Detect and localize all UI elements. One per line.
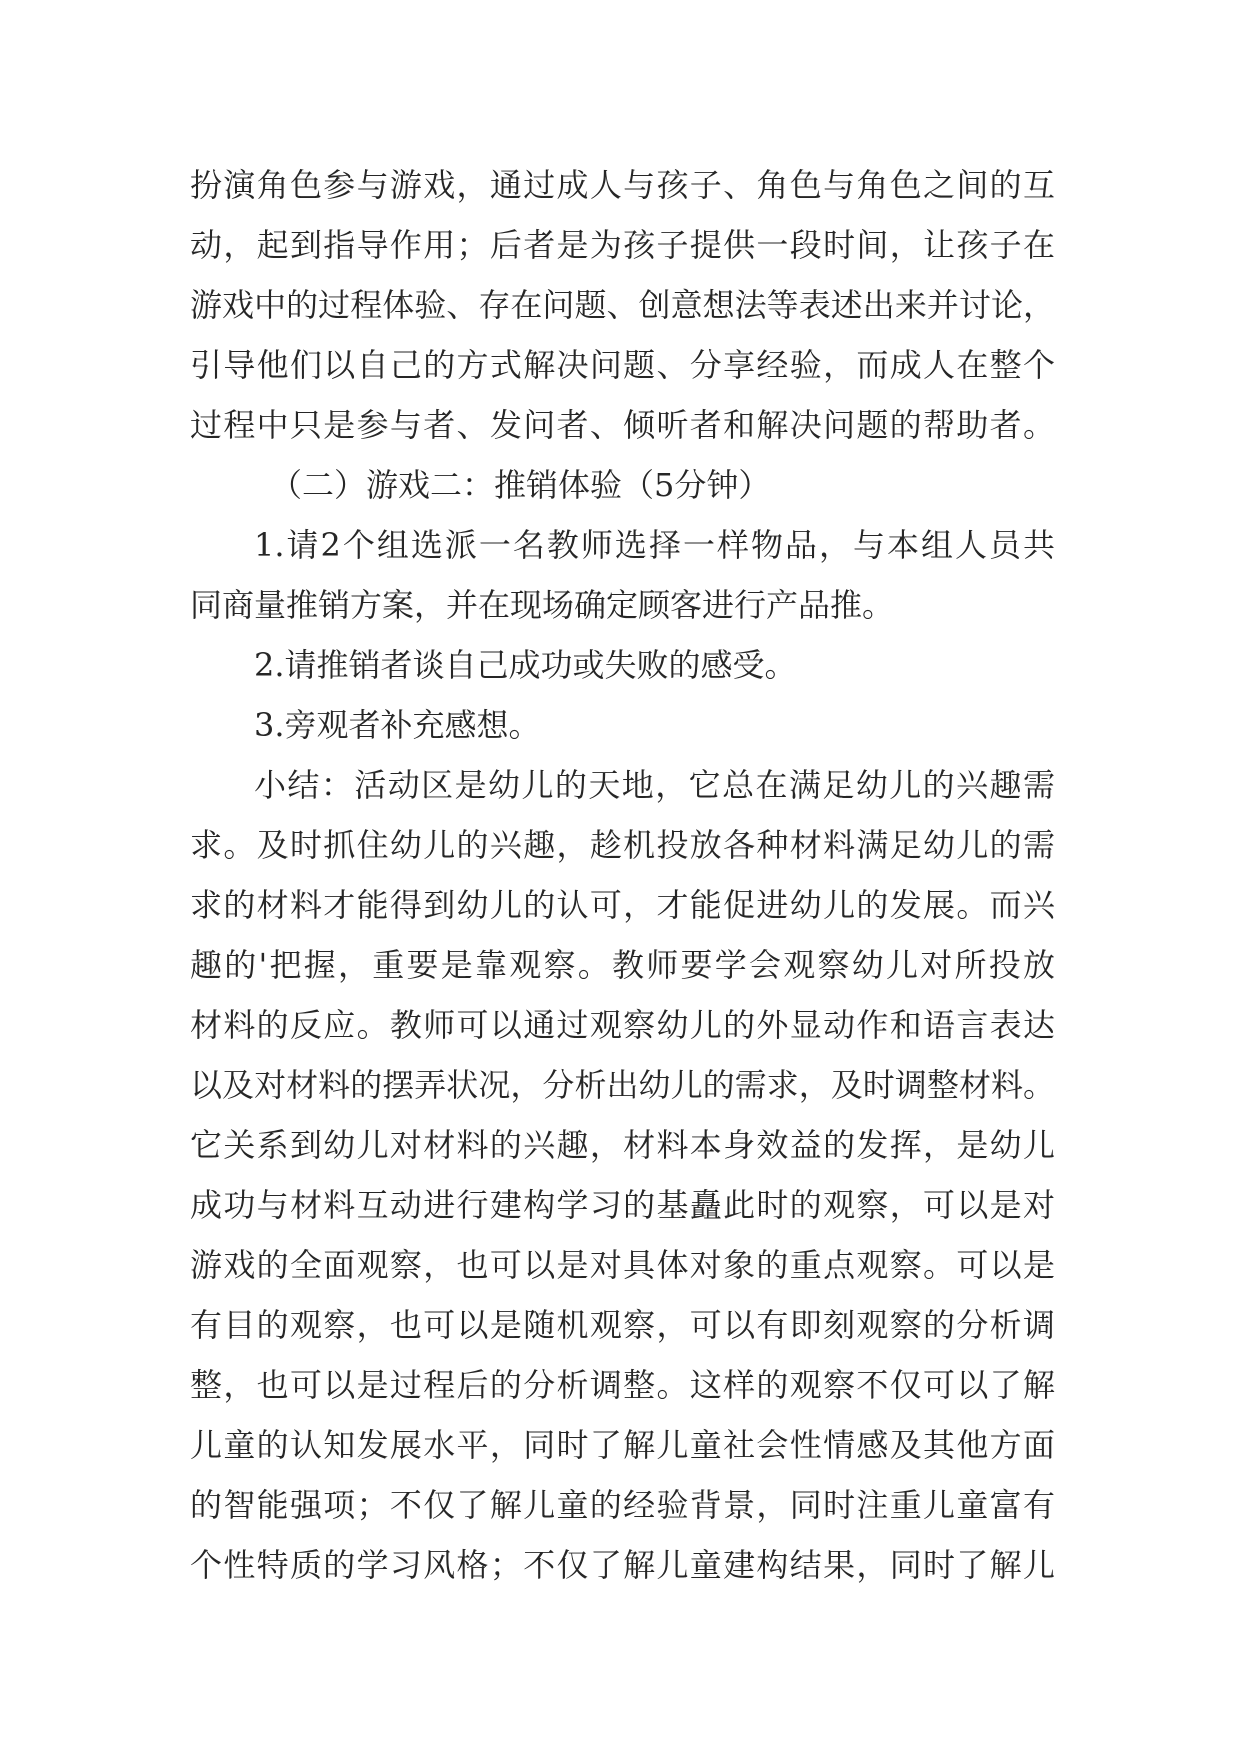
text-line: 同商量推销方案，并在现场确定顾客进行产品推。 [190,586,895,624]
text-line: 以及对材料的摆弄状况，分析出幼儿的需求，及时调整材料。 [190,1066,1055,1104]
text-line: 1.请2个组选派一名教师选择一样物品，与本组人员共 [254,526,1055,564]
summary-paragraph [190,755,1055,1595]
text-line: 动，起到指导作用；后者是为孩子提供一段时间，让孩子在 [190,226,1055,264]
list-item: 2.请推销者谈自己成功或失败的感受。 [254,646,797,684]
text-line: 小结：活动区是幼儿的天地，它总在满足幼儿的兴趣需 [254,766,1055,804]
text-line: 趣的'把握，重要是靠观察。教师要学会观察幼儿对所投放 [190,946,1055,984]
text-line: 过程中只是参与者、发问者、倾听者和解决问题的帮助者。 [190,406,1055,444]
text-line: 有目的观察，也可以是随机观察，可以有即刻观察的分析调 [190,1306,1055,1344]
text-line: 儿童的认知发展水平，同时了解儿童社会性情感及其他方面 [190,1426,1055,1464]
text-line: 材料的反应。教师可以通过观察幼儿的外显动作和语言表达 [190,1006,1055,1044]
text-line: 引导他们以自己的方式解决问题、分享经验，而成人在整个 [190,346,1055,384]
text-line: 的智能强项；不仅了解儿童的经验背景，同时注重儿童富有 [190,1486,1055,1524]
text-block [190,155,1055,1595]
text-line: 成功与材料互动进行建构学习的基矗此时的观察，可以是对 [190,1186,1055,1224]
text-line: 整，也可以是过程后的分析调整。这样的观察不仅可以了解 [190,1366,1055,1404]
paragraph [190,155,1055,455]
list-item [190,515,1055,635]
text-line: 个性特质的学习风格；不仅了解儿童建构结果，同时了解儿 [190,1546,1055,1584]
text-line: 扮演角色参与游戏，通过成人与孩子、角色与角色之间的互 [190,166,1055,204]
text-line: 求的材料才能得到幼儿的认可，才能促进幼儿的发展。而兴 [190,886,1055,924]
section-heading: （二）游戏二：推销体验（5分钟） [270,466,771,504]
text-line: 游戏中的过程体验、存在问题、创意想法等表述出来并讨论， [190,286,1055,324]
list-item: 3.旁观者补充感想。 [254,706,541,744]
text-line: 它关系到幼儿对材料的兴趣，材料本身效益的发挥，是幼儿 [190,1126,1055,1164]
text-line: 求。及时抓住幼儿的兴趣，趁机投放各种材料满足幼儿的需 [190,826,1055,864]
text-line: 游戏的全面观察，也可以是对具体对象的重点观察。可以是 [190,1246,1055,1284]
